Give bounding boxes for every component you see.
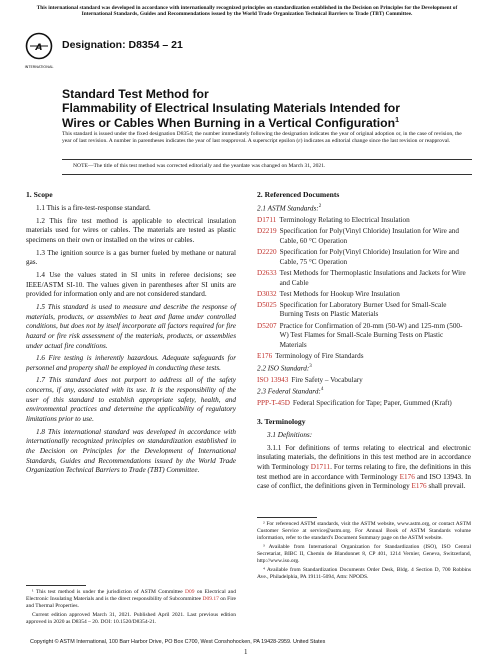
paragraph-3-1-1-a: 3.1.1 For definitions of terms relating to electrical and electronic insulating materials, the definitions in this test method are in accordance with Terminology xyxy=(257,443,471,472)
link-e176[interactable]: E176 xyxy=(399,472,415,481)
right-column xyxy=(257,190,471,495)
reference-title-link[interactable]: Test Methods for Thermoplastic Insulations and Jackets for Wire and Cable xyxy=(279,268,466,287)
title-line-2: Flammability of Electrical Insulating Materials Intended for xyxy=(62,101,400,116)
reference-code-link[interactable]: D5207 xyxy=(257,321,277,330)
reference-item xyxy=(257,376,471,386)
footnote-1-a: ¹ This test method is under the jurisdiction of ASTM Committee xyxy=(32,589,186,595)
footnote-1-b: on Electrical and Electronic Insulating Materials and is the direct responsibility of Subcommittee xyxy=(26,589,236,603)
federal-standard-heading xyxy=(257,387,471,397)
logo-caption: INTERNATIONAL xyxy=(24,65,54,69)
reference-code-link[interactable]: D2633 xyxy=(257,268,277,277)
paragraph-1-7: 1.7 This standard does not purport to address all of the safety concerns, if any, associated with its use. It is the responsibility of the user of this standard to establish appropriate safety, health, and environmental practices and determine the applicability of regulatory limitations prior to use. xyxy=(26,376,236,423)
footnote-rule xyxy=(26,585,86,586)
federal-reference-list xyxy=(257,399,471,409)
editorial-note: NOTE—The title of this test method was corrected editorially and the yeardate was changed on March 31, 2021. xyxy=(73,163,326,169)
reference-item xyxy=(257,269,471,288)
document-title xyxy=(62,87,482,130)
footnote-marker-4: 4 xyxy=(320,387,324,393)
reference-code-link[interactable]: D2220 xyxy=(257,248,277,257)
reference-item xyxy=(257,290,471,300)
federal-heading-text: 2.3 Federal Standard: xyxy=(257,387,321,396)
definitions-subheading: 3.1 Definitions: xyxy=(267,431,313,440)
paragraph-3-1-1-c: and ISO 13943. In case of conflict, the definitions given in Terminology xyxy=(257,472,471,491)
astm-logo-icon xyxy=(24,32,54,72)
paragraph-1-3: 1.3 The ignition source is a gas burner fueled by methane or natural gas. xyxy=(26,248,236,267)
designation: Designation: D8354 – 21 xyxy=(62,39,183,51)
reference-code-link[interactable]: D5025 xyxy=(257,300,277,309)
footnote-marker-3: 3 xyxy=(309,363,312,369)
iso-reference-list xyxy=(257,376,471,386)
section-heading-scope: 1. Scope xyxy=(26,190,53,199)
astm-reference-list xyxy=(257,216,471,361)
iso-heading-text: 2.2 ISO Standard: xyxy=(257,364,310,373)
left-column xyxy=(26,190,236,479)
footnote-rule xyxy=(257,517,317,518)
link-e176[interactable]: E176 xyxy=(411,482,427,491)
iso-standard-heading xyxy=(257,364,471,374)
reference-item xyxy=(257,301,471,320)
astm-heading-text: 2.1 ASTM Standards: xyxy=(257,204,319,213)
paragraph-1-8: 1.8 This international standard was developed in accordance with internationally recognized principles on standardization established in the Decision on Principles for the Development of International Standards, Guides and Recommendations issued by the World Trade Organization Technical Barriers to Trade (TBT) Committee. xyxy=(26,427,236,475)
paragraph-1-2: 1.2 This fire test method is applicable to electrical insulation materials used for wires or cables. The materials are tested as plastic specimens on their own or installed on the wires or cables. xyxy=(26,216,236,245)
reference-title-link[interactable]: Test Methods for Hookup Wire Insulation xyxy=(279,289,400,298)
footnote-4: ⁴ Available from Standardization Documents Order Desk, Bldg. 4 Section D, 700 Robbins Ave., Philadelphia, PA 19111-5094, Attn: NPODS. xyxy=(257,567,471,581)
divider xyxy=(62,174,472,175)
footnote-link-d09-17[interactable]: D09.17 xyxy=(202,596,219,603)
reference-item xyxy=(257,227,471,246)
footnote-3: ³ Available from International Organization for Standardization (ISO), ISO Central Secretariat, BIBC II, Chemin de Blandonnet 8, CP 401, 1214 Vernier, Geneva, Switzerland, http://www.iso.org. xyxy=(257,544,471,565)
title-line-3 xyxy=(62,116,482,130)
footnote-marker-2: 2 xyxy=(318,204,322,210)
copyright-line: Copyright © ASTM International, 100 Barr Harbor Drive, PO Box C700, West Conshohocken, PA 19428-2959. United States xyxy=(30,639,326,645)
reference-title-link[interactable]: Specification for Poly(Vinyl Chloride) Insulation for Wire and Cable, 75 °C Operation xyxy=(279,248,459,266)
section-heading-references: 2. Referenced Documents xyxy=(257,190,340,199)
section-heading-terminology: 3. Terminology xyxy=(257,417,306,427)
title-line-3-text: Wires or Cables When Burning in a Vertical Configuration xyxy=(62,115,396,130)
page-number: 1 xyxy=(244,648,248,656)
reference-title-link[interactable]: Practice for Confirmation of 20-mm (50-W) and 125-mm (500-W) Test Flames for Small-Scale Burning Tests on Plastic Materials xyxy=(279,321,463,349)
footnote-1-c: on Fire and Thermal Properties. xyxy=(26,596,236,610)
reference-item xyxy=(257,248,471,267)
reference-code-link[interactable]: D2219 xyxy=(257,227,277,236)
footnote-link-d09[interactable]: D09 xyxy=(185,589,195,595)
reference-code-link[interactable]: ISO 13943 xyxy=(257,375,289,384)
paragraph-3-1-1 xyxy=(257,444,471,492)
footnote-1-edition: Current edition approved March 31, 2021. Published April 2021. Last previous edition approved in 2020 as D8354 – 20. DOI: 10.1520/D8354-21. xyxy=(26,612,236,626)
paragraph-1-5: 1.5 This standard is used to measure and describe the response of materials, products, or assemblies to heat and flame under controlled conditions, but does not by itself incorporate all factors required for fire hazard or fire risk assessment of the materials, products, or assemblies under actual fire conditions. xyxy=(26,302,236,350)
paragraph-1-6: 1.6 Fire testing is inherently hazardous. Adequate safeguards for personnel and property shall be employed in conducting these tests. xyxy=(26,354,236,372)
reference-item xyxy=(257,352,471,362)
svg-text:A: A xyxy=(35,43,43,53)
reference-code-link[interactable]: D3032 xyxy=(257,289,277,298)
reference-item xyxy=(257,216,471,226)
reference-title-link[interactable]: Specification for Laboratory Burner Used for Small-Scale Burning Tests on Plastic Materials xyxy=(279,300,447,319)
title-footnote-marker[interactable]: 1 xyxy=(395,116,399,124)
reference-title-link[interactable]: Federal Specification for Tape; Paper, Gummed (Kraft) xyxy=(292,399,452,408)
paragraph-1-4: 1.4 Use the values stated in SI units in referee decisions; see IEEE/ASTM SI-10. The values given in parentheses after SI units are provided for information only and are not considered standard. xyxy=(26,271,236,299)
reference-title-link[interactable]: Fire Safety – Vocabulary xyxy=(291,375,363,384)
astm-standards-heading xyxy=(257,204,471,214)
reference-title-link[interactable]: Specification for Poly(Vinyl Chloride) Insulation for Wire and Cable, 60 °C Operation xyxy=(279,227,459,245)
paragraph-3-1-1-b: . For terms relating to fire, the definitions in this test method are in accordance with Terminology xyxy=(257,463,471,481)
reference-code-link[interactable]: PPP-T-45D xyxy=(257,399,290,408)
reference-item xyxy=(257,399,471,409)
link-d1711[interactable]: D1711 xyxy=(310,463,331,472)
reference-code-link[interactable]: D1711 xyxy=(257,216,277,225)
reference-title-link[interactable]: Terminology Relating to Electrical Insulation xyxy=(279,216,410,225)
footnote-2: ² For referenced ASTM standards, visit the ASTM website, www.astm.org, or contact ASTM Customer Service at service@astm.org. For Annual Book of ASTM Standards volume information, refer to the standard's Document Summary page on the ASTM website. xyxy=(257,521,471,542)
reference-title-link[interactable]: Terminology of Fire Standards xyxy=(275,352,364,361)
paragraph-1-1: 1.1 This is a fire-test-response standard. xyxy=(36,204,151,213)
footnote-1-text xyxy=(26,589,236,610)
paragraph-3-1-1-d: shall prevail. xyxy=(426,482,466,491)
reference-item xyxy=(257,322,471,351)
divider xyxy=(62,159,472,160)
reference-code-link[interactable]: E176 xyxy=(257,352,273,361)
tbt-notice: This international standard was developed in accordance with internationally recognized principles on standardization established in the Decision on Principles for the Development of International Standards, Guides and Recommendations issued by the World Trade Organization Technical Barriers to Trade (TBT) Committee. xyxy=(36,5,458,18)
footnote-1 xyxy=(26,589,236,628)
issue-note: This standard is issued under the fixed designation D8354; the number immediately following the designation indicates the year of original adoption or, in the case of revision, the year of last revision. A number in parentheses indicates the year of last reapproval. A superscript epsilon (ε) indicates an editorial change since the last revision or reapproval. xyxy=(62,131,462,145)
title-line-1: Standard Test Method for xyxy=(62,87,209,101)
footnotes-right xyxy=(257,521,471,583)
